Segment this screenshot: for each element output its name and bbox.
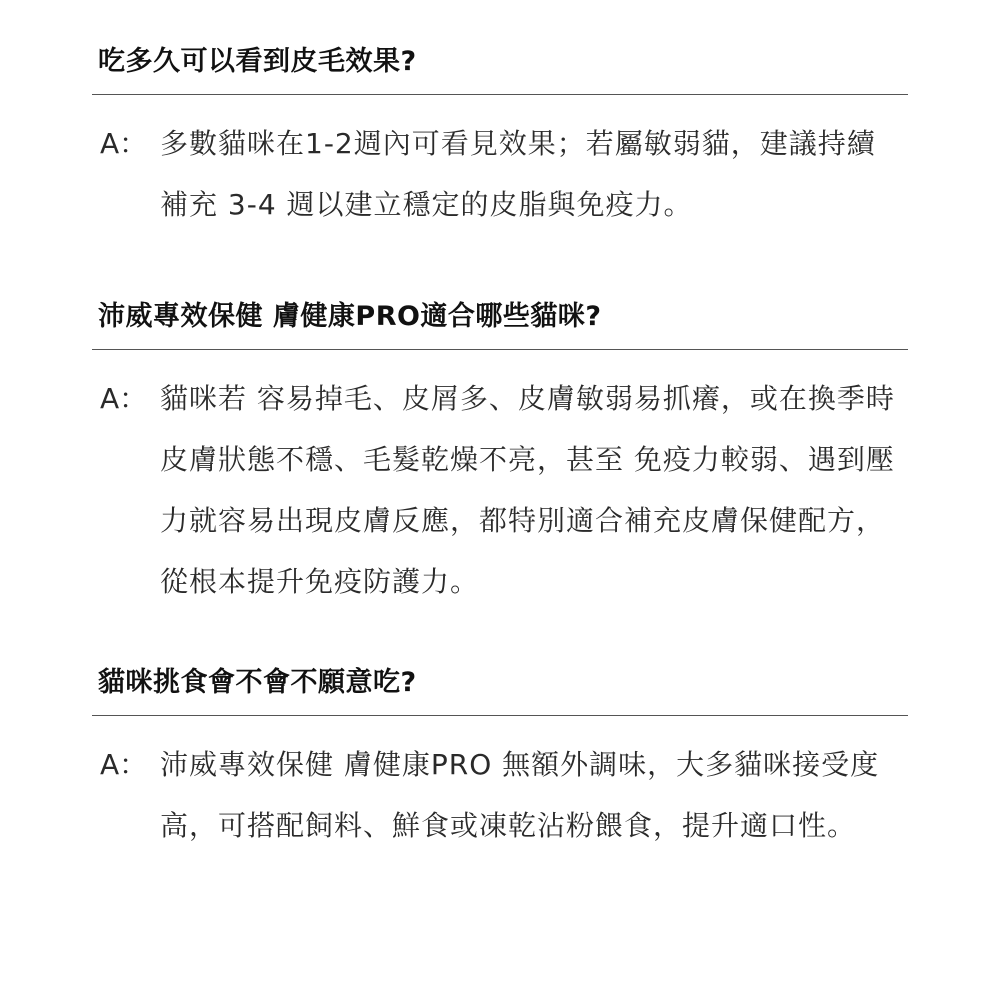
answer-text: 多數貓咪在1-2週內可看見效果；若屬敏弱貓，建議持續補充 3-4 週以建立穩定的皮脂與免疫力。 — [160, 127, 876, 221]
faq-answer — [92, 734, 908, 856]
faq-divider — [92, 94, 908, 95]
answer-prefix: A： — [100, 382, 148, 415]
faq-question: 沛威專效保健 膚健康PRO適合哪些貓咪? — [98, 301, 602, 332]
faq-item-picky-eaters — [92, 664, 908, 856]
faq-answer — [92, 113, 908, 235]
faq-question: 吃多久可以看到皮毛效果? — [98, 46, 417, 77]
faq-item-effect-time — [92, 43, 908, 235]
answer-prefix: A： — [100, 748, 148, 781]
answer-prefix: A： — [100, 127, 148, 160]
faq-divider — [92, 349, 908, 350]
faq-question: 貓咪挑食會不會不願意吃? — [98, 667, 417, 698]
answer-text: 沛威專效保健 膚健康PRO 無額外調味，大多貓咪接受度高，可搭配飼料、鮮食或凍乾沾粉餵食，提升適口性。 — [160, 748, 880, 842]
answer-text: 貓咪若 容易掉毛、皮屑多、皮膚敏弱易抓癢，或在換季時皮膚狀態不穩、毛髮乾燥不亮，甚至 免疫力較弱、遇到壓力就容易出現皮膚反應，都特別適合補充皮膚保健配方，從根本提升免疫防護力。 — [160, 382, 895, 598]
faq-item-suitable-cats — [92, 298, 908, 612]
faq-divider — [92, 715, 908, 716]
faq-answer — [92, 368, 908, 612]
